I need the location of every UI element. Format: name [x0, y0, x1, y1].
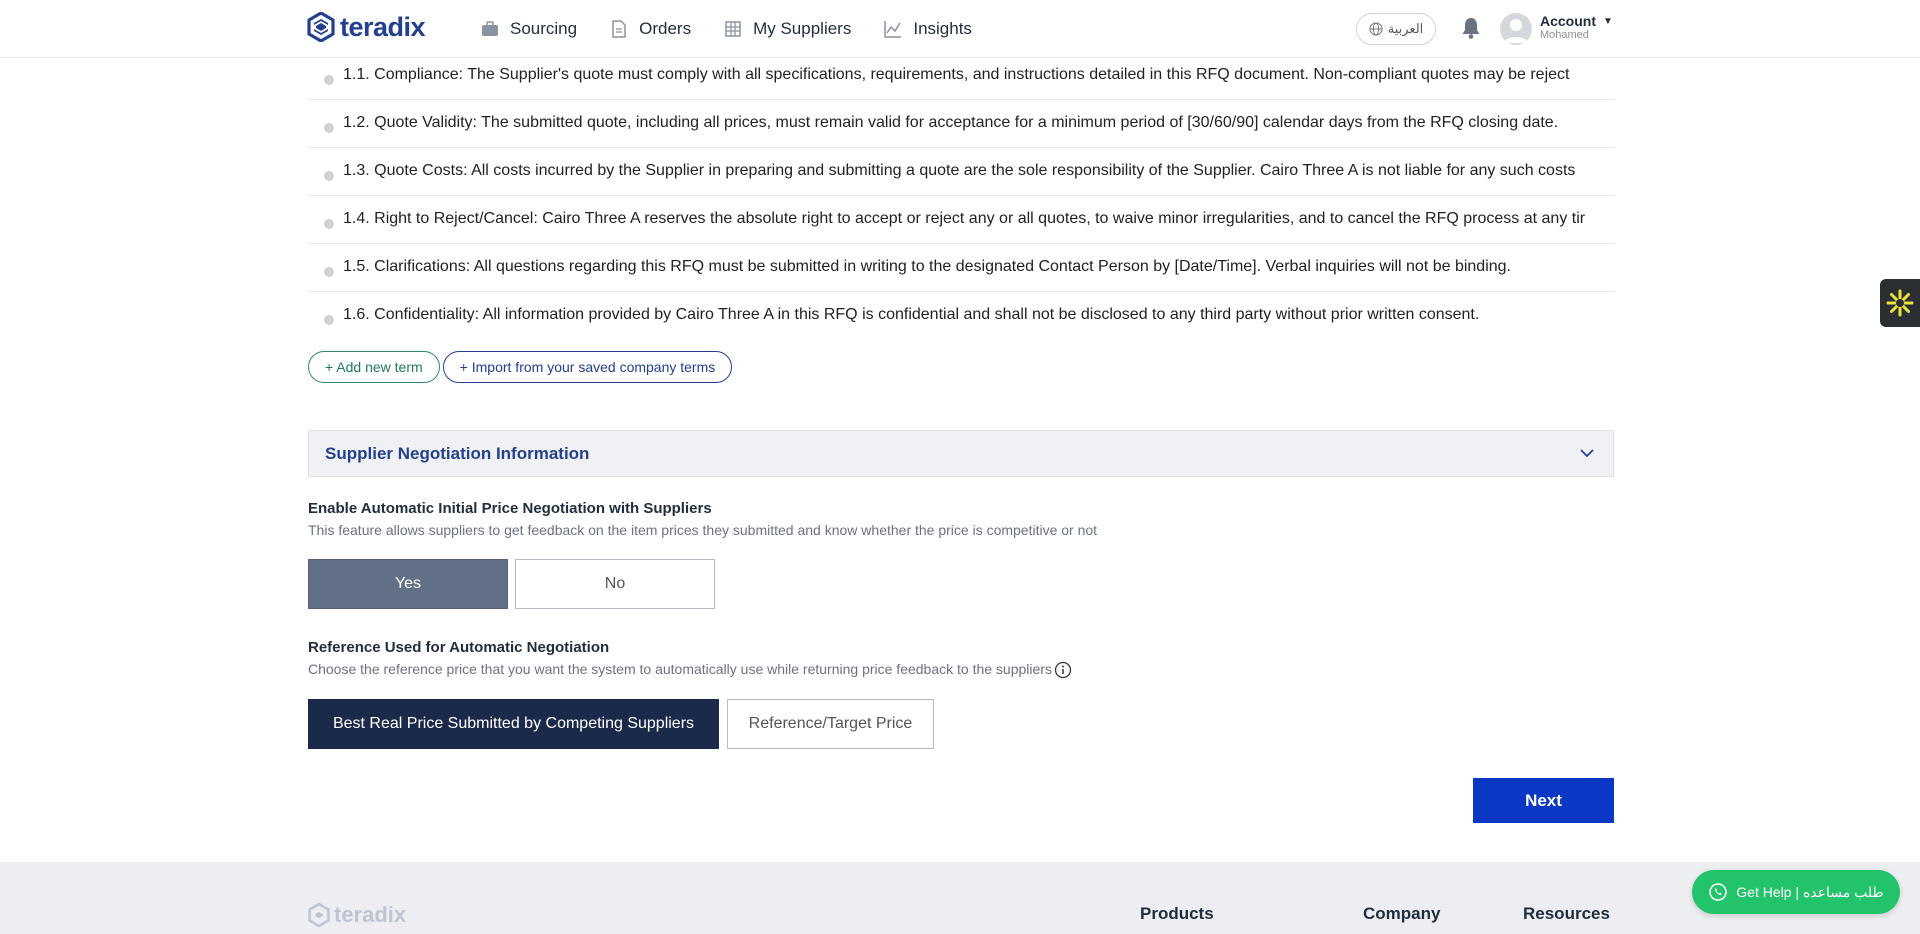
term-text: 1.1. Compliance: The Supplier's quote must comply with all specifications, requirements, and instructions detailed in this RFQ document. Non-compliant quotes may be reject	[343, 66, 1570, 83]
chevron-down-icon[interactable]	[1577, 443, 1597, 463]
nav-sourcing[interactable]	[480, 19, 577, 39]
reference-negotiation-description-row	[308, 661, 1072, 679]
term-item[interactable]	[308, 52, 1614, 100]
nav-label: Orders	[639, 18, 692, 38]
auto-negotiation-title: Enable Automatic Initial Price Negotiation with Suppliers	[308, 500, 712, 517]
caret-down-icon: ▼	[1603, 15, 1613, 27]
next-button[interactable]: Next	[1473, 778, 1614, 823]
term-text: 1.3. Quote Costs: All costs incurred by the Supplier in preparing and submitting a quote are the sole responsibility of the Supplier. Cairo Three A is not liable for any such costs	[343, 162, 1576, 179]
brand-name: teradix	[340, 11, 426, 42]
footer-logo[interactable]	[308, 902, 406, 928]
footer-brand: teradix	[334, 902, 407, 927]
drag-handle-icon[interactable]	[324, 75, 334, 85]
footer-company-heading: Company	[1363, 904, 1441, 923]
nav-my-suppliers[interactable]	[723, 19, 851, 39]
teradix-logo[interactable]	[307, 12, 425, 42]
account-label-row	[1540, 13, 1613, 29]
term-item[interactable]	[308, 244, 1614, 292]
add-new-term-button[interactable]: + Add new term	[308, 351, 440, 383]
term-item[interactable]	[308, 100, 1614, 148]
nav-label: Insights	[913, 18, 972, 38]
orders-icon	[609, 19, 629, 39]
get-help-label: Get Help | طلب مساعده	[1736, 883, 1884, 900]
auto-negotiation-yes-button[interactable]: Yes	[308, 559, 508, 609]
term-item[interactable]	[308, 196, 1614, 244]
globe-icon	[1369, 22, 1383, 36]
drag-handle-icon[interactable]	[324, 315, 334, 325]
sourcing-icon	[480, 19, 500, 39]
spark-icon	[1885, 288, 1915, 318]
reference-best-price-button[interactable]: Best Real Price Submitted by Competing Suppliers	[308, 699, 719, 749]
logo-icon	[307, 12, 335, 42]
auto-negotiation-description: This feature allows suppliers to get feedback on the item prices they submitted and know whether the price is competitive or not	[308, 522, 1098, 538]
auto-negotiation-no-button[interactable]: No	[515, 559, 715, 609]
footer-products-heading: Products	[1140, 904, 1214, 923]
logo-icon	[308, 903, 330, 927]
terms-list	[308, 52, 1614, 340]
info-icon[interactable]	[1054, 661, 1072, 679]
language-label: العربية	[1387, 21, 1424, 36]
term-actions	[308, 351, 735, 383]
reference-negotiation-description: Choose the reference price that you want the system to automatically use while returning price feedback to the suppliers	[308, 661, 1052, 677]
footer-resources-heading: Resources	[1523, 904, 1610, 923]
user-avatar[interactable]	[1500, 13, 1532, 45]
term-text: 1.2. Quote Validity: The submitted quote, including all prices, must remain valid for acceptance for a minimum period of [30/60/90] calendar days from the RFQ closing date.	[343, 114, 1559, 131]
notification-bell-icon[interactable]	[1460, 16, 1482, 40]
account-label: Account	[1540, 13, 1596, 29]
footer	[0, 862, 1920, 934]
account-menu[interactable]	[1540, 13, 1613, 41]
drag-handle-icon[interactable]	[324, 123, 334, 133]
main-nav	[480, 0, 1004, 57]
term-text: 1.4. Right to Reject/Cancel: Cairo Three A reserves the absolute right to accept or reject any or all quotes, to waive minor irregularities, and to cancel the RFQ process at any tir	[343, 210, 1586, 227]
term-item[interactable]	[308, 292, 1614, 340]
language-switch-button[interactable]	[1356, 13, 1436, 45]
reference-negotiation-title: Reference Used for Automatic Negotiation	[308, 639, 610, 656]
supplier-negotiation-section-header[interactable]	[308, 430, 1614, 477]
side-widget-button[interactable]	[1880, 279, 1920, 327]
term-text: 1.6. Confidentiality: All information provided by Cairo Three A in this RFQ is confidential and shall not be disclosed to any third party without prior written consent.	[343, 306, 1480, 323]
drag-handle-icon[interactable]	[324, 267, 334, 277]
account-username: Mohamed	[1540, 29, 1589, 41]
nav-orders[interactable]	[609, 19, 691, 39]
suppliers-icon	[723, 19, 743, 39]
insights-icon	[883, 19, 903, 39]
nav-insights[interactable]	[883, 19, 972, 39]
nav-label: Sourcing	[510, 18, 578, 38]
import-company-terms-button[interactable]: + Import from your saved company terms	[443, 351, 733, 383]
nav-label: My Suppliers	[753, 18, 852, 38]
term-item[interactable]	[308, 148, 1614, 196]
top-header	[0, 0, 1920, 58]
avatar-icon	[1500, 13, 1532, 45]
drag-handle-icon[interactable]	[324, 171, 334, 181]
term-text: 1.5. Clarifications: All questions regarding this RFQ must be submitted in writing to the designated Contact Person by [Date/Time]. Verbal inquiries will not be binding.	[343, 258, 1511, 275]
section-title: Supplier Negotiation Information	[325, 444, 590, 463]
get-help-button[interactable]	[1692, 870, 1900, 914]
drag-handle-icon[interactable]	[324, 219, 334, 229]
reference-target-price-button[interactable]: Reference/Target Price	[727, 699, 934, 749]
whatsapp-icon	[1708, 882, 1728, 902]
